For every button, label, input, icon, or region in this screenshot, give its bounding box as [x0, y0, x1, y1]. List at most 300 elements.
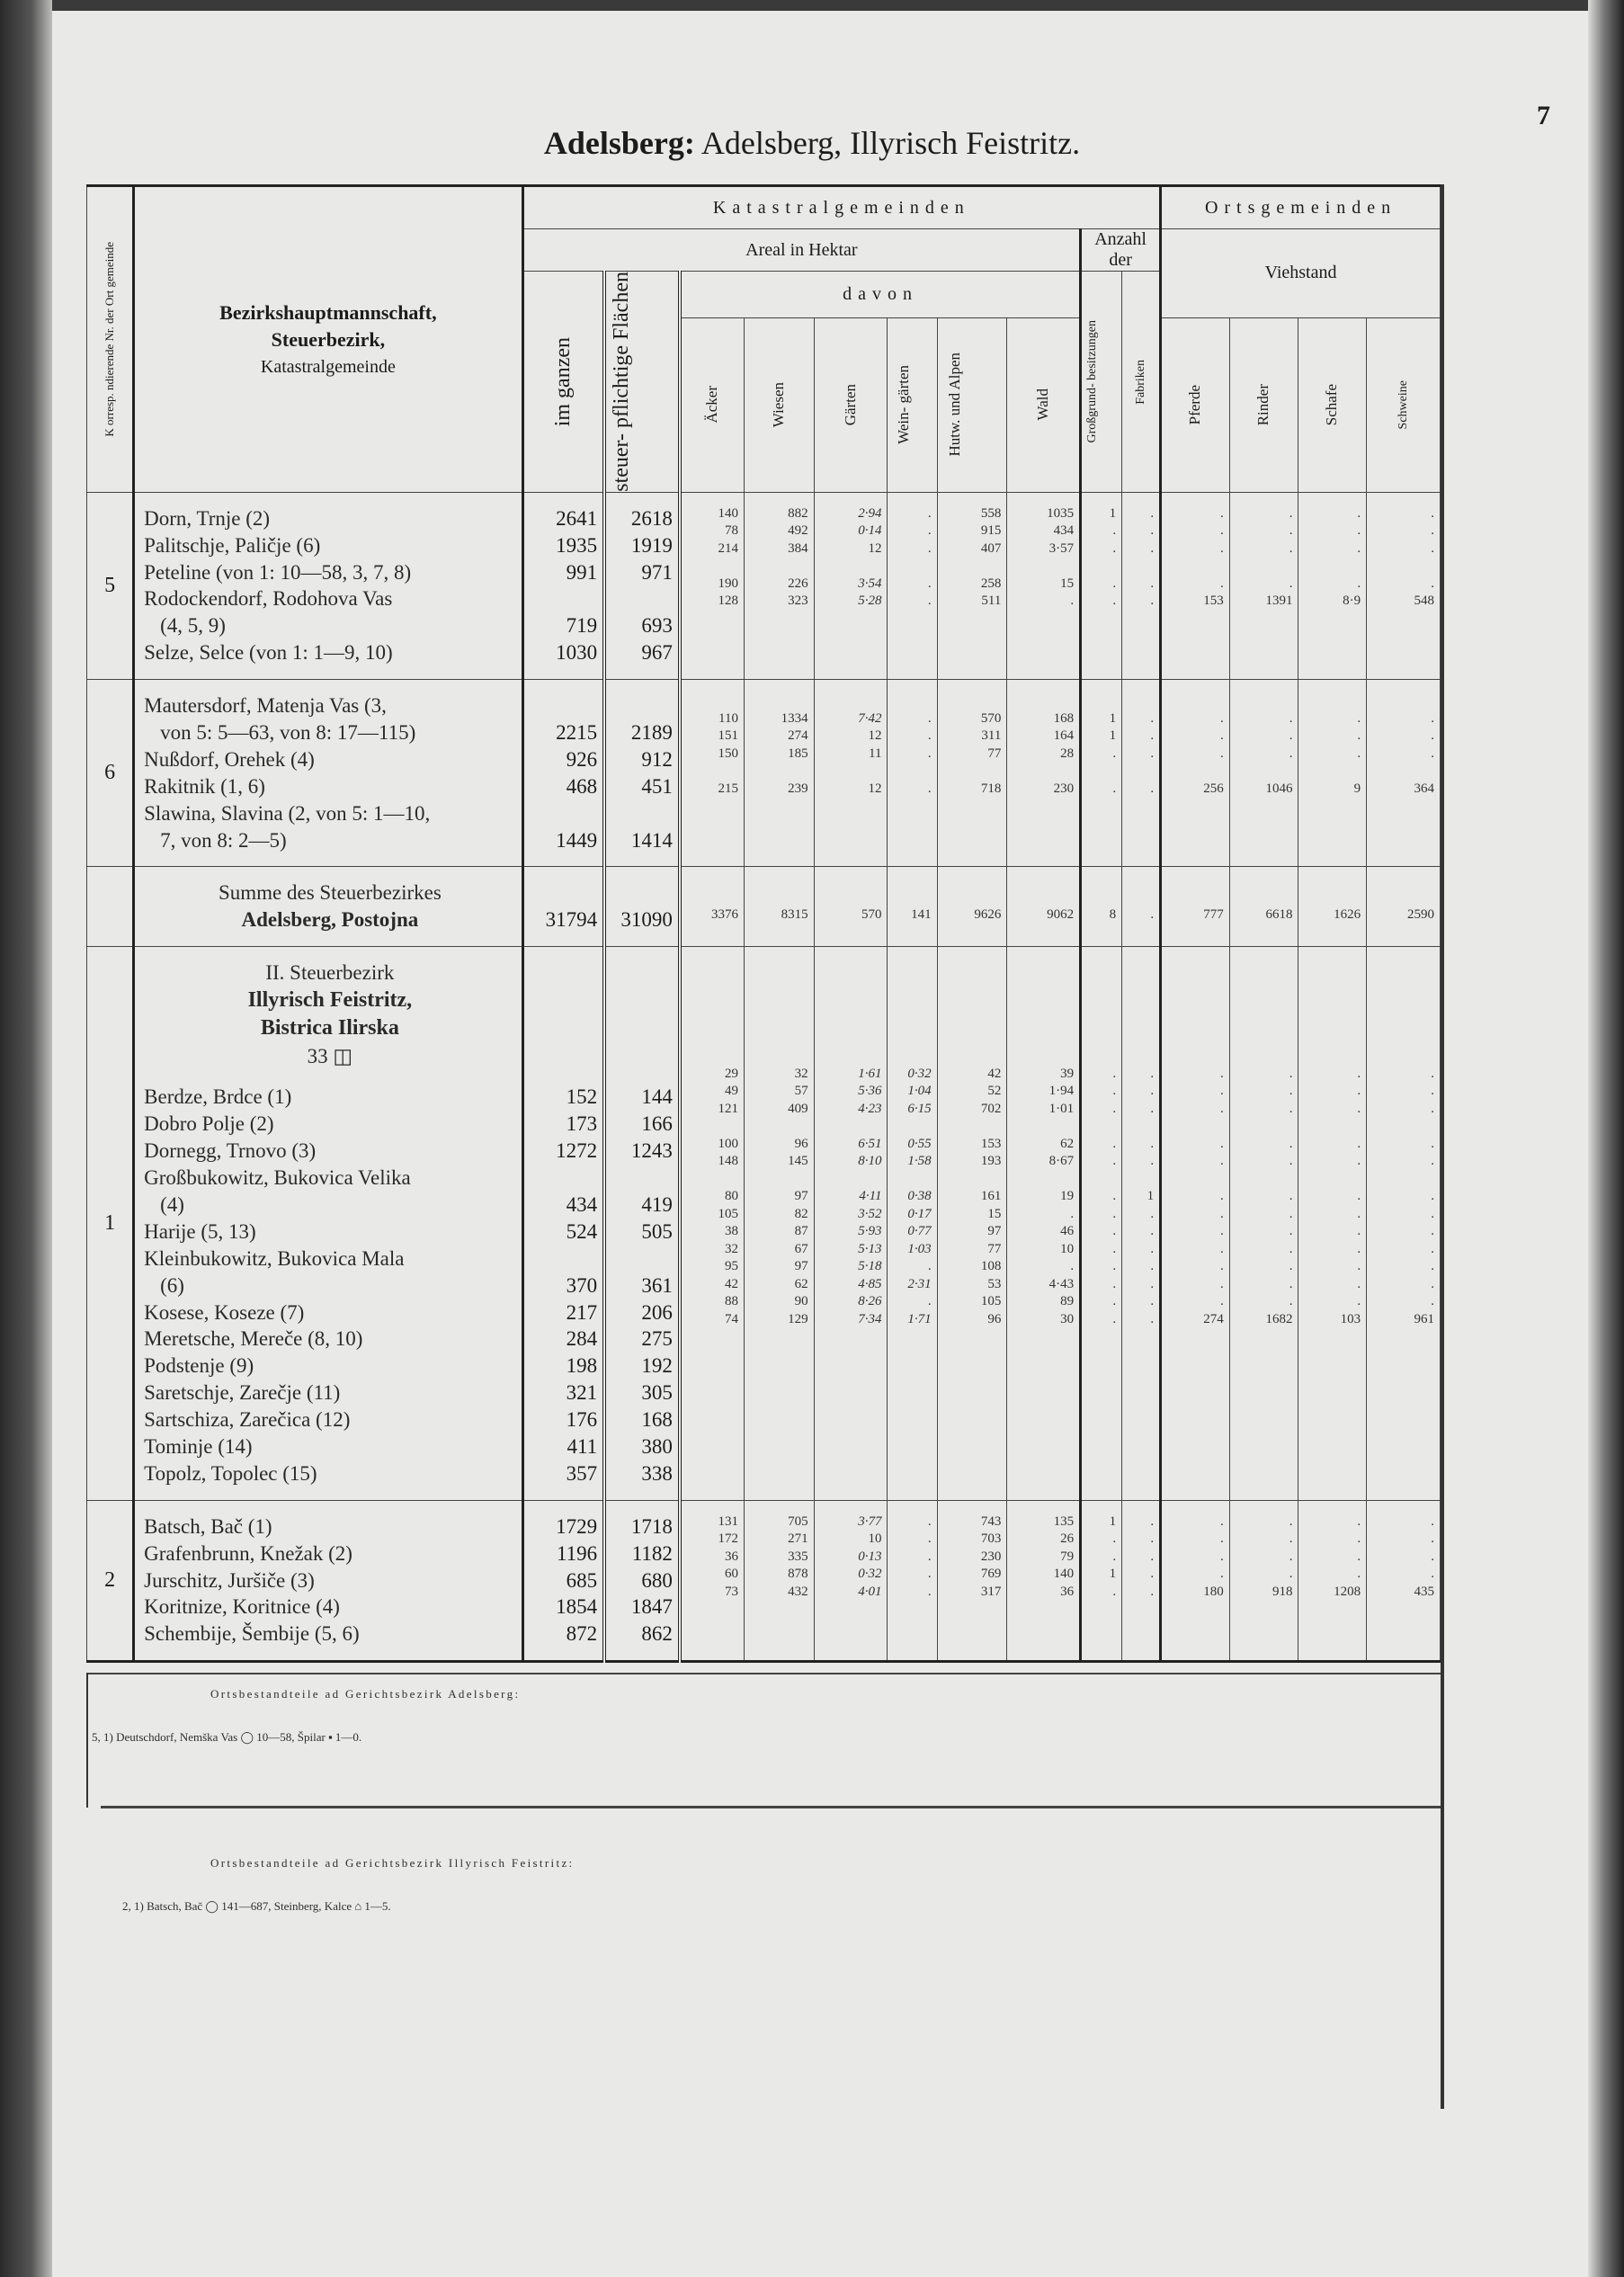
cell-value: 8315 — [781, 907, 808, 923]
column-schweine — [1367, 1500, 1441, 1661]
cell-value: 97 — [794, 1189, 808, 1204]
header-hutweiden: Hutw. und Alpen — [937, 317, 1007, 492]
column-fabriken — [1122, 680, 1161, 867]
column-schafe — [1298, 867, 1367, 947]
municipality-name: (4, 5, 9) — [160, 614, 226, 638]
cell-value: 317 — [980, 1584, 1002, 1599]
column-grossgrund — [1081, 492, 1122, 679]
cell-value: . — [1289, 1514, 1293, 1529]
cell-value: 419 — [641, 1192, 673, 1216]
cell-value: . — [1112, 1584, 1117, 1599]
municipality-name: Rodockendorf, Rodohova Vas — [144, 587, 393, 611]
cell-value: . — [927, 1294, 932, 1309]
footnote-line-adelsberg: 5, 1) Deutschdorf, Nemška Vas ◯ 10—58, Špilar ▪ 1—0. — [92, 1730, 362, 1744]
cell-value: 1718 — [630, 1514, 673, 1538]
cell-value: 168 — [1053, 710, 1075, 726]
column-wiesen — [744, 1500, 814, 1661]
cell-value: . — [1431, 1136, 1434, 1151]
cell-value: 148 — [718, 1154, 738, 1169]
municipality-name: Berdze, Brdce (1) — [144, 1085, 292, 1109]
cell-value: 36 — [1060, 1584, 1075, 1599]
cell-value: 38 — [724, 1224, 738, 1239]
municipality-name: Sartschiza, Zarečica (12) — [144, 1408, 351, 1432]
column-steuerpflichtig — [604, 680, 680, 867]
cell-value: 0·32 — [858, 1567, 882, 1582]
column-steuerpflichtig — [604, 947, 680, 1501]
cell-value: . — [1112, 1294, 1117, 1309]
footnote-title-adelsberg: Ortsbestandteile ad Gerichtsbezirk Adelsberg: — [210, 1687, 521, 1701]
column-weingaerten — [888, 492, 937, 679]
cell-value: 5·18 — [858, 1259, 882, 1274]
cell-value: . — [1070, 594, 1075, 609]
column-wald — [1007, 867, 1081, 947]
column-gaerten — [814, 867, 888, 947]
column-wiesen — [744, 680, 814, 867]
cell-value: 305 — [641, 1381, 673, 1405]
cell-value: 29 — [724, 1066, 738, 1081]
column-grossgrund — [1081, 867, 1122, 947]
cell-value: 12 — [868, 540, 882, 556]
municipality-name: (6) — [160, 1273, 184, 1297]
cell-value: . — [1150, 1584, 1155, 1599]
cell-value: 1030 — [556, 641, 598, 665]
cell-value: 193 — [980, 1154, 1002, 1169]
cell-value: . — [1220, 1241, 1224, 1256]
cell-value: 108 — [980, 1259, 1002, 1274]
cell-value: 1 — [1109, 710, 1117, 726]
group-heading-line: Summe des Steuerbezirkes — [218, 881, 442, 905]
cell-value: . — [1357, 1066, 1361, 1081]
cell-value: . — [1289, 1259, 1293, 1274]
cell-value: . — [1220, 710, 1224, 726]
cell-value: . — [1220, 728, 1224, 744]
cell-value: 4·23 — [858, 1101, 882, 1116]
column-pferde — [1161, 947, 1230, 1501]
cell-value: . — [1150, 505, 1155, 521]
cell-value: 1·04 — [907, 1084, 932, 1099]
cell-value: 275 — [641, 1327, 673, 1351]
cell-value: 1·58 — [907, 1154, 932, 1169]
column-pferde — [1161, 1500, 1230, 1661]
column-schafe — [1298, 680, 1367, 867]
cell-value: 230 — [980, 1549, 1002, 1564]
header-district-line-2: Steuerbezirk, — [271, 328, 386, 352]
cell-value: 882 — [788, 505, 808, 521]
header-grossgrund: Großgrund- besitzungen — [1081, 272, 1122, 493]
municipality-name: Schembije, Šembije (5, 6) — [144, 1622, 360, 1646]
cell-value: . — [1070, 1259, 1075, 1274]
cell-value: . — [1150, 1294, 1155, 1309]
cell-value: 409 — [788, 1101, 808, 1116]
cell-value: . — [1150, 746, 1155, 761]
cell-value: . — [1150, 1549, 1155, 1564]
cell-value: 140 — [1053, 1567, 1075, 1582]
cell-value: 145 — [788, 1154, 808, 1169]
group-heading-line — [144, 1069, 515, 1084]
cell-value: . — [1112, 1206, 1117, 1221]
cell-value: 206 — [641, 1300, 673, 1324]
cell-value: . — [1150, 907, 1155, 923]
cell-value: . — [1112, 1276, 1117, 1291]
group-heading-line: II. Steuerbezirk — [265, 961, 395, 985]
cell-value: 680 — [641, 1568, 673, 1592]
header-district-line-1: Bezirkshauptmannschaft, — [219, 300, 437, 324]
cell-value: . — [1220, 1531, 1224, 1547]
cell-value: 364 — [1414, 781, 1434, 796]
header-district — [134, 186, 522, 493]
cell-value: 128 — [718, 594, 738, 609]
cell-value: . — [1289, 1101, 1293, 1116]
cell-value: 769 — [980, 1567, 1002, 1582]
group-number — [87, 867, 134, 947]
cell-value: 718 — [980, 781, 1002, 796]
column-grossgrund — [1081, 1500, 1122, 1661]
cell-value: 284 — [566, 1327, 598, 1351]
cell-value: 67 — [794, 1241, 808, 1256]
cell-value: 215 — [718, 781, 738, 796]
cell-value: 30 — [1060, 1311, 1075, 1326]
cell-value: 105 — [980, 1294, 1002, 1309]
municipality-name: Dornegg, Trnovo (3) — [144, 1139, 317, 1163]
cell-value: 46 — [1060, 1224, 1075, 1239]
cell-value: . — [1289, 523, 1293, 539]
cell-value: . — [1150, 710, 1155, 726]
municipality-name: Großbukowitz, Bukovica Velika — [144, 1166, 411, 1190]
cell-value: 1 — [1109, 728, 1117, 744]
cell-value: 4·85 — [858, 1276, 882, 1291]
cell-value: 258 — [980, 576, 1002, 591]
cell-value: . — [1357, 710, 1361, 726]
municipality-name: Kosese, Koseze (7) — [144, 1300, 305, 1324]
header-rinder: Rinder — [1229, 317, 1298, 492]
cell-value: 135 — [1053, 1514, 1075, 1529]
cell-value: . — [1357, 1101, 1361, 1116]
page-title-rest: Adelsberg, Illyrisch Feistritz. — [700, 125, 1081, 161]
group-heading-line: Illyrisch Feistritz, — [247, 988, 413, 1013]
cell-value: . — [1150, 1084, 1155, 1099]
cell-value: 42 — [987, 1066, 1002, 1081]
cell-value: 180 — [1203, 1584, 1224, 1599]
group-number: 1 — [87, 947, 134, 1501]
municipality-name: Mautersdorf, Matenja Vas (3, — [144, 694, 387, 718]
cell-value: . — [1112, 1189, 1117, 1204]
column-im-ganzen — [522, 492, 604, 679]
cell-value: . — [1431, 1567, 1434, 1582]
cell-value: 12 — [868, 781, 882, 796]
cell-value: 432 — [788, 1584, 808, 1599]
cell-value: 1046 — [1265, 781, 1293, 796]
cell-value: . — [927, 710, 932, 726]
cell-value: . — [1357, 1259, 1361, 1274]
cell-value: 121 — [718, 1101, 738, 1116]
cell-value: 0·77 — [907, 1224, 932, 1239]
cell-value: 411 — [567, 1434, 598, 1458]
header-schweine: Schweine — [1367, 317, 1441, 492]
summary-row — [87, 867, 1441, 947]
column-wald — [1007, 680, 1081, 867]
cell-value: 926 — [566, 747, 598, 771]
municipality-name: Meretsche, Mereče (8, 10) — [144, 1327, 363, 1351]
cell-value: 335 — [788, 1549, 808, 1564]
header-areal: Areal in Hektar — [522, 229, 1081, 272]
header-weingaerten: Wein- gärten — [888, 317, 937, 492]
cell-value: 435 — [1414, 1584, 1434, 1599]
column-gaerten — [814, 1500, 888, 1661]
cell-value: . — [1150, 1136, 1155, 1151]
column-acker — [680, 492, 745, 679]
column-acker — [680, 867, 745, 947]
cell-value: . — [1357, 1241, 1361, 1256]
cell-value: 434 — [566, 1192, 598, 1216]
cell-value: 570 — [980, 710, 1002, 726]
municipality-name: Palitschje, Paličje (6) — [144, 533, 321, 557]
cell-value: 141 — [911, 907, 932, 923]
cell-value: 2·31 — [907, 1276, 932, 1291]
cell-value: 57 — [794, 1084, 808, 1099]
cell-value: 991 — [566, 560, 598, 584]
header-im-ganzen: im ganzen — [522, 272, 604, 493]
cell-value: . — [1431, 1514, 1434, 1529]
cell-value: 103 — [1340, 1311, 1361, 1326]
cell-value: 743 — [980, 1514, 1002, 1529]
cell-value: . — [1220, 1206, 1224, 1221]
cell-value: . — [1220, 1514, 1224, 1529]
municipality-name: Rakitnik (1, 6) — [144, 774, 265, 798]
cell-value: . — [927, 746, 932, 761]
cell-value: 52 — [987, 1084, 1002, 1099]
column-hutweiden — [937, 1500, 1007, 1661]
cell-value: 5·28 — [858, 594, 882, 609]
cell-value: 1 — [1109, 505, 1117, 521]
cell-value: 230 — [1053, 781, 1075, 796]
column-schafe — [1298, 947, 1367, 1501]
cell-value: . — [927, 1567, 932, 1582]
cell-value: . — [1289, 746, 1293, 761]
cell-value: . — [1289, 1224, 1293, 1239]
cell-value: . — [1431, 710, 1434, 726]
cell-value: 1729 — [556, 1514, 598, 1538]
column-wiesen — [744, 492, 814, 679]
cell-value: 3·52 — [858, 1206, 882, 1221]
cell-value: . — [1289, 1276, 1293, 1291]
municipality-names — [134, 947, 522, 1501]
cell-value: 8·10 — [858, 1154, 882, 1169]
municipality-names — [134, 492, 522, 679]
header-anzahl: Anzahl der — [1081, 229, 1161, 272]
cell-value: 78 — [724, 523, 738, 539]
cell-value: . — [927, 523, 932, 539]
group-heading-line: Bistrica Ilirska — [260, 1016, 399, 1040]
cell-value: . — [1431, 1206, 1434, 1221]
cell-value: 705 — [788, 1514, 808, 1529]
cell-value: . — [1150, 1241, 1155, 1256]
cell-value: . — [1220, 523, 1224, 539]
cell-value: 10 — [868, 1531, 882, 1547]
cell-value: 153 — [980, 1136, 1002, 1151]
cell-value: . — [1150, 540, 1155, 556]
cell-value: . — [1357, 1206, 1361, 1221]
cell-value: . — [1220, 1189, 1224, 1204]
cell-value: . — [1289, 1549, 1293, 1564]
cell-value: . — [1150, 523, 1155, 539]
municipality-name: Harije (5, 13) — [144, 1219, 256, 1243]
cell-value: 150 — [718, 746, 738, 761]
cell-value: 1 — [1109, 1567, 1117, 1582]
cell-value: . — [1112, 1549, 1117, 1564]
cell-value: 62 — [1060, 1136, 1075, 1151]
municipality-name: Podstenje (9) — [144, 1354, 254, 1378]
cell-value: 5·93 — [858, 1224, 882, 1239]
cell-value: . — [1150, 576, 1155, 591]
cell-value: . — [1112, 540, 1117, 556]
municipality-name: Saretschje, Zarečje (11) — [144, 1381, 341, 1405]
column-schafe — [1298, 492, 1367, 679]
cell-value: 1919 — [630, 533, 673, 557]
cell-value: . — [1357, 1514, 1361, 1529]
column-weingaerten — [888, 867, 937, 947]
cell-value: . — [1220, 746, 1224, 761]
cell-value: 370 — [566, 1273, 598, 1297]
cell-value: 6·51 — [858, 1136, 882, 1151]
cell-value: . — [1150, 1311, 1155, 1326]
group-heading-line: 33 ◫ — [307, 1044, 353, 1067]
cell-value: . — [1112, 781, 1117, 796]
cell-value: 271 — [788, 1531, 808, 1547]
column-steuerpflichtig — [604, 1500, 680, 1661]
cell-value: 685 — [566, 1568, 598, 1592]
cell-value: . — [1220, 1136, 1224, 1151]
column-steuerpflichtig — [604, 492, 680, 679]
header-ortsgemeinden: Ortsgemeinden — [1161, 186, 1441, 229]
cell-value: . — [1289, 1531, 1293, 1547]
cell-value: . — [1357, 1084, 1361, 1099]
cell-value: 152 — [566, 1085, 598, 1109]
cell-value: 73 — [724, 1584, 738, 1599]
district-group-6 — [87, 680, 1441, 867]
column-wiesen — [744, 947, 814, 1501]
cell-value: 1·01 — [1048, 1101, 1075, 1116]
cell-value: 32 — [724, 1241, 738, 1256]
cell-value: 36 — [724, 1549, 738, 1564]
cell-value: 2590 — [1407, 907, 1434, 923]
header-pferde: Pferde — [1161, 317, 1230, 492]
column-grossgrund — [1081, 680, 1122, 867]
cell-value: 1·71 — [907, 1311, 932, 1326]
column-gaerten — [814, 680, 888, 867]
cell-value: . — [1431, 1259, 1434, 1274]
municipality-name: Dorn, Trnje (2) — [144, 506, 271, 530]
cell-value: 3·57 — [1048, 540, 1075, 556]
cell-value: 777 — [1203, 907, 1224, 923]
cell-value: . — [927, 1514, 932, 1529]
cell-value: 4·11 — [859, 1189, 882, 1204]
cell-value: 15 — [1060, 576, 1075, 591]
column-acker — [680, 680, 745, 867]
district-group-5 — [87, 492, 1441, 679]
cell-value: 26 — [1060, 1531, 1075, 1547]
cell-value: 1391 — [1265, 594, 1293, 609]
cell-value: 79 — [1060, 1549, 1075, 1564]
cell-value: 719 — [566, 614, 598, 638]
cell-value: 87 — [794, 1224, 808, 1239]
cell-value: 1449 — [556, 828, 598, 852]
cell-value: . — [1289, 1294, 1293, 1309]
cell-value: 12 — [868, 728, 882, 744]
scan-edge-top — [0, 0, 1624, 11]
cell-value: . — [1357, 540, 1361, 556]
cell-value: . — [1431, 1549, 1434, 1564]
cell-value: 185 — [788, 746, 808, 761]
municipality-name: Slawina, Slavina (2, von 5: 1—10, — [144, 801, 431, 825]
column-wiesen — [744, 867, 814, 947]
cell-value: 2189 — [630, 721, 673, 744]
cell-value: 872 — [566, 1622, 598, 1646]
cell-value: 2641 — [556, 506, 598, 530]
cell-value: . — [1431, 1189, 1434, 1204]
cell-value: 10 — [1060, 1241, 1075, 1256]
district-group-2 — [87, 1500, 1441, 1661]
scan-edge-left — [0, 0, 52, 2277]
cell-value: 4·01 — [858, 1584, 882, 1599]
municipality-name: Koritnize, Koritnice (4) — [144, 1595, 340, 1619]
municipality-name: Batsch, Bač (1) — [144, 1514, 272, 1538]
cell-value: 176 — [566, 1408, 598, 1432]
cell-value: 961 — [1414, 1311, 1434, 1326]
cell-value: . — [1112, 1241, 1117, 1256]
cell-value: . — [1070, 1206, 1075, 1221]
cell-value: 1196 — [556, 1541, 598, 1565]
cell-value: 357 — [566, 1461, 598, 1485]
cell-value: 161 — [980, 1189, 1002, 1204]
cell-value: 9626 — [974, 907, 1002, 923]
cell-value: . — [927, 728, 932, 744]
cell-value: 9062 — [1047, 907, 1075, 923]
column-schweine — [1367, 492, 1441, 679]
header-consecutive-no: K orresp. ndierende Nr. der Ort gemeinde — [87, 186, 134, 493]
column-im-ganzen — [522, 947, 604, 1501]
cell-value: . — [1431, 1276, 1434, 1291]
cell-value: 97 — [987, 1224, 1002, 1239]
cell-value: 11 — [869, 746, 882, 761]
column-hutweiden — [937, 680, 1007, 867]
cell-value: . — [1431, 523, 1434, 539]
cell-value: . — [927, 1584, 932, 1599]
cell-value: 97 — [794, 1259, 808, 1274]
cell-value: 42 — [724, 1276, 738, 1291]
header-fabriken: Fabriken — [1122, 272, 1161, 493]
cell-value: . — [1431, 1224, 1434, 1239]
cell-value: 380 — [641, 1434, 673, 1458]
cell-value: . — [1220, 576, 1224, 591]
group-number: 2 — [87, 1500, 134, 1661]
cell-value: 1334 — [781, 710, 808, 726]
cell-value: . — [1220, 1224, 1224, 1239]
cell-value: 384 — [788, 540, 808, 556]
cell-value: . — [1431, 1101, 1434, 1116]
cell-value: 77 — [987, 746, 1002, 761]
column-rinder — [1229, 492, 1298, 679]
cell-value: . — [1150, 1259, 1155, 1274]
column-pferde — [1161, 492, 1230, 679]
cell-value: 198 — [566, 1354, 598, 1378]
cell-value: 8·9 — [1343, 594, 1361, 609]
left-border-line — [86, 1673, 88, 1808]
cell-value: 8·26 — [858, 1294, 882, 1309]
cell-value: 140 — [718, 505, 738, 521]
cell-value: 131 — [718, 1514, 738, 1529]
cell-value: 96 — [987, 1311, 1002, 1326]
municipality-name: Nußdorf, Orehek (4) — [144, 747, 315, 771]
